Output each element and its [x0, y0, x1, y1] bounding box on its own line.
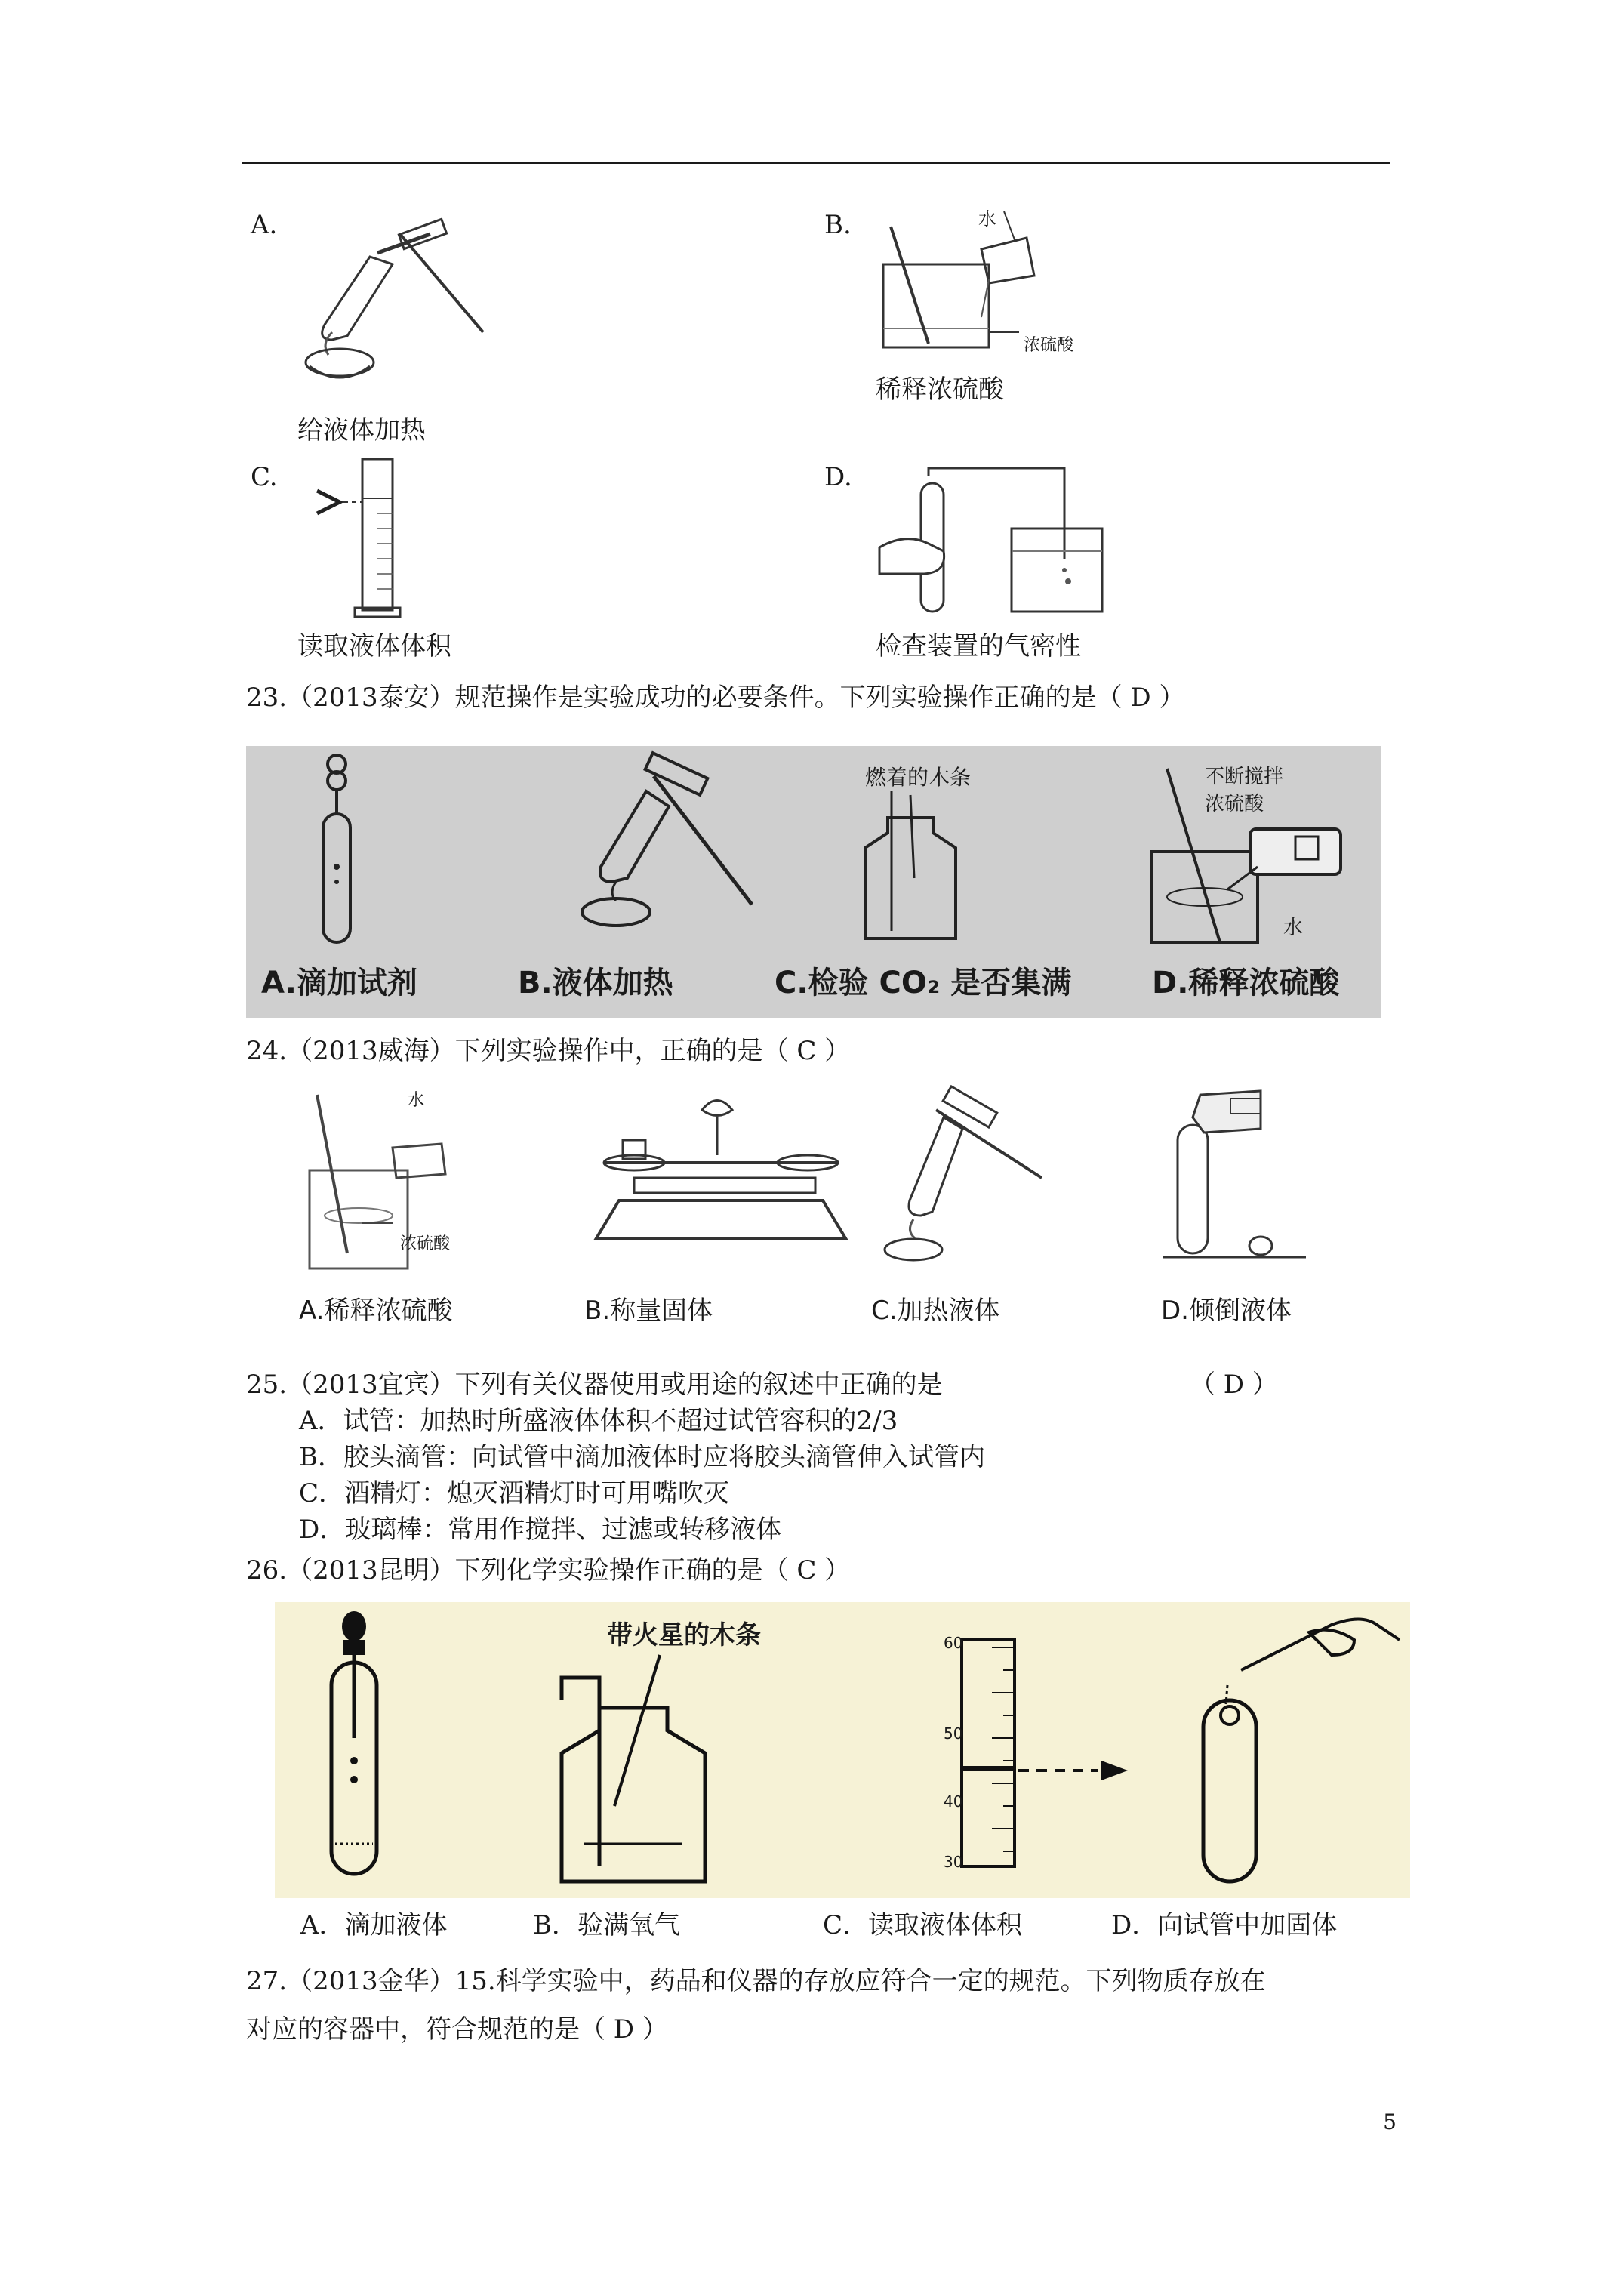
q25-option-a: A．试管：加热时所盛液体体积不超过试管容积的2/3: [299, 1406, 898, 1436]
q25-stem: 25.（2013宜宾）下列有关仪器使用或用途的叙述中正确的是: [246, 1370, 943, 1400]
q24-c-heating-figure: [868, 1087, 1064, 1268]
q26-tick-30: 30: [944, 1853, 963, 1871]
q24-d-pouring-figure: [1155, 1087, 1321, 1268]
q22-option-b-caption: 稀释浓硫酸: [876, 374, 1004, 405]
q22-option-d-label: D.: [824, 462, 852, 492]
q22-c-cylinder-figure: [302, 453, 423, 627]
q26-option-a: A．滴加液体: [300, 1910, 448, 1940]
q27-line-1: 27.（2013金华）15.科学实验中，药品和仪器的存放应符合一定的规范。下列物质存放在: [246, 1966, 1266, 1996]
q22-option-a-caption: 给液体加热: [297, 415, 426, 445]
q26-stem: 26.（2013昆明）下列化学实验操作正确的是（ C ）: [246, 1555, 851, 1586]
q25-option-b: B．胶头滴管：向试管中滴加液体时应将胶头滴管伸入试管内: [299, 1442, 985, 1472]
q22-b-water-label: 水: [978, 208, 996, 230]
q26-tick-40: 40: [944, 1792, 963, 1811]
q22-a-heating-figure: [287, 211, 498, 385]
q26-d-tube-figure: [1181, 1610, 1407, 1889]
header-rule: [242, 162, 1390, 164]
q23-water-label: 水: [1283, 917, 1304, 939]
q25-option-d: D．玻璃棒：常用作搅拌、过滤或转移液体: [299, 1515, 782, 1545]
q22-option-c-caption: 读取液体体积: [297, 631, 451, 661]
q24-a-acid-label: 浓硫酸: [400, 1234, 451, 1253]
q24-option-c: C.加热液体: [871, 1296, 1000, 1326]
q26-stick-label: 带火星的木条: [607, 1620, 761, 1650]
q24-option-a: A.稀释浓硫酸: [299, 1296, 453, 1326]
q26-a-dropper-figure: [320, 1610, 388, 1889]
q24-a-water-label: 水: [408, 1091, 425, 1110]
q23-fig-b-caption: B.液体加热: [518, 966, 673, 1000]
q23-photo: [246, 746, 1381, 1018]
q23-stir-label: 不断搅拌: [1205, 766, 1284, 788]
q23-stem: 23.（2013泰安）规范操作是实验成功的必要条件。下列实验操作正确的是（ D ）: [246, 683, 1185, 713]
q27-line-2: 对应的容器中，符合规范的是（ D ）: [246, 2014, 668, 2045]
page-number: 5: [1383, 2110, 1397, 2134]
q22-option-b-label: B.: [824, 210, 852, 240]
q23-b-heating-figure: [578, 761, 767, 935]
q26-tick-50: 50: [944, 1724, 963, 1743]
q23-acid-label: 浓硫酸: [1205, 793, 1264, 815]
q22-b-acid-label: 浓硫酸: [1024, 336, 1074, 355]
q24-option-b: B.称量固体: [584, 1296, 713, 1326]
q22-d-airtight-figure: [876, 461, 1117, 627]
q25-answer: （ D ）: [1190, 1370, 1278, 1400]
q23-fig-d-caption: D.稀释浓硫酸: [1152, 966, 1340, 1000]
q26-option-b: B．验满氧气: [533, 1910, 680, 1940]
q26-photo: [275, 1602, 1410, 1898]
q23-fig-a-caption: A.滴加试剂: [261, 966, 417, 1000]
q26-tick-60: 60: [944, 1634, 963, 1652]
q25-option-c: C．酒精灯：熄灭酒精灯时可用嘴吹灭: [299, 1478, 730, 1509]
q26-option-c: C．读取液体体积: [823, 1910, 1023, 1940]
q24-option-d: D.倾倒液体: [1161, 1296, 1292, 1326]
q23-fig-c-caption: C.检验 CO₂ 是否集满: [775, 966, 1072, 1000]
q24-b-balance-figure: [589, 1087, 853, 1253]
q26-b-bottle-figure: [554, 1655, 735, 1889]
q22-option-d-caption: 检查装置的气密性: [876, 631, 1081, 661]
q24-a-dilution-figure: [302, 1087, 483, 1276]
q23-stick-label: 燃着的木条: [865, 765, 972, 790]
q23-a-dropper-figure: [314, 754, 359, 950]
q26-option-d: D．向试管中加固体: [1111, 1910, 1338, 1940]
q26-c-cylinder-figure: [909, 1632, 1135, 1874]
q23-c-bottle-figure: [858, 787, 963, 946]
q22-option-a-label: A.: [251, 210, 278, 240]
q24-stem: 24.（2013威海）下列实验操作中，正确的是（ C ）: [246, 1036, 851, 1066]
q22-option-c-label: C.: [251, 462, 278, 492]
